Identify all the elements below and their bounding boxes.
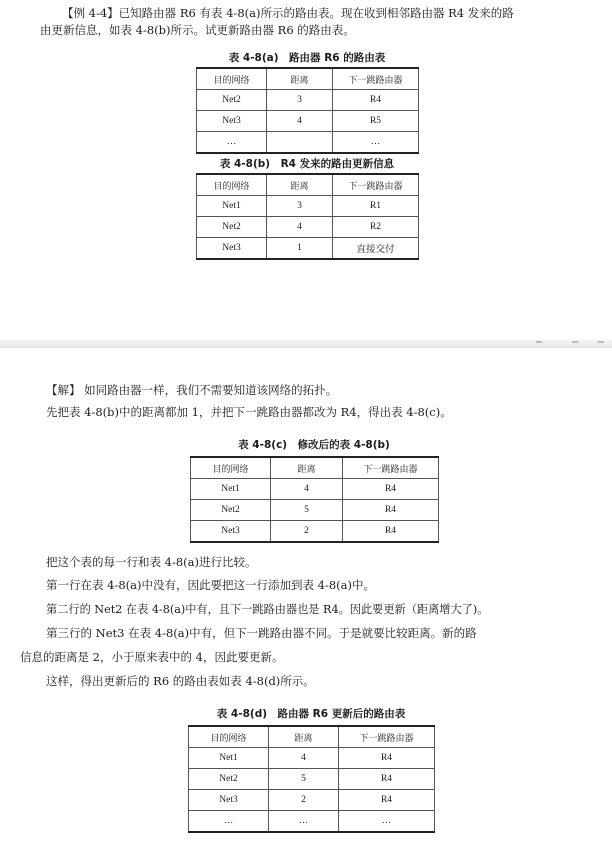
cell: Net1 xyxy=(189,748,269,769)
cell: R4 xyxy=(339,790,435,811)
table-row xyxy=(189,811,435,833)
intro-line-1: 【例 4-4】已知路由器 R6 有表 4-8(a)所示的路由表。现在收到相邻路由器 R4 发来的路 xyxy=(62,6,514,20)
table-header-row xyxy=(191,457,439,479)
cell: … xyxy=(333,132,419,154)
cell: R4 xyxy=(339,769,435,790)
cell: R1 xyxy=(333,196,419,217)
header-destination: 目的网络 xyxy=(189,726,269,748)
header-destination: 目的网络 xyxy=(191,457,271,479)
compare-line-3: 第二行的 Net2 在表 4-8(a)中有，且下一跳路由器也是 R4。因此要更新（距离增大了)。 xyxy=(46,603,489,616)
solution-line-1: 【解】 如同路由器一样，我们不需要知道该网络的拓扑。 xyxy=(46,383,338,397)
cell: 5 xyxy=(271,500,343,521)
table-row xyxy=(191,500,439,521)
divider-mark xyxy=(598,341,604,343)
header-distance: 距离 xyxy=(271,457,343,479)
cell: 4 xyxy=(267,111,333,132)
table-b xyxy=(196,173,419,260)
cell: Net3 xyxy=(197,111,267,132)
cell: Net3 xyxy=(197,238,267,260)
solution-line-2: 先把表 4-8(b)中的距离都加 1，并把下一跳路由器都改为 R4，得出表 4-8(c)。 xyxy=(46,405,452,419)
table-row xyxy=(197,132,419,154)
cell: R4 xyxy=(343,500,439,521)
table-row xyxy=(197,217,419,238)
table-d xyxy=(188,725,435,833)
cell: R4 xyxy=(343,521,439,543)
cell: Net3 xyxy=(191,521,271,543)
header-next-hop: 下一跳路由器 xyxy=(343,457,439,479)
cell: Net1 xyxy=(191,479,271,500)
cell: 1 xyxy=(267,238,333,260)
table-row xyxy=(189,769,435,790)
compare-line-2: 第一行在表 4-8(a)中没有，因此要把这一行添加到表 4-8(a)中。 xyxy=(46,578,376,592)
header-distance: 距离 xyxy=(267,174,333,196)
cell: Net2 xyxy=(191,500,271,521)
table-header-row xyxy=(197,68,419,90)
table-row xyxy=(197,90,419,111)
cell: 4 xyxy=(271,479,343,500)
cell: 直接交付 xyxy=(333,238,419,260)
compare-line-6: 这样，得出更新后的 R6 的路由表如表 4-8(d)所示。 xyxy=(46,674,315,688)
table-b-caption: 表 4-8(b) R4 发来的路由更新信息 xyxy=(219,158,395,170)
cell: 4 xyxy=(269,748,339,769)
cell: R5 xyxy=(333,111,419,132)
cell: R4 xyxy=(343,479,439,500)
divider-mark xyxy=(536,341,542,343)
table-header-row xyxy=(189,726,435,748)
compare-line-5: 信息的距离是 2，小于原来表中的 4，因此要更新。 xyxy=(20,650,284,664)
cell: R4 xyxy=(333,90,419,111)
header-distance: 距离 xyxy=(269,726,339,748)
header-next-hop: 下一跳路由器 xyxy=(333,68,419,90)
cell: Net2 xyxy=(197,90,267,111)
cell: Net2 xyxy=(197,217,267,238)
cell: R4 xyxy=(339,748,435,769)
table-row xyxy=(191,521,439,543)
cell: 5 xyxy=(269,769,339,790)
header-next-hop: 下一跳路由器 xyxy=(339,726,435,748)
intro-line-2: 由更新信息，如表 4-8(b)所示。试更新路由器 R6 的路由表。 xyxy=(40,23,355,37)
cell: R2 xyxy=(333,217,419,238)
table-a-caption: 表 4-8(a) 路由器 R6 的路由表 xyxy=(228,52,386,64)
cell: … xyxy=(197,132,267,154)
divider-mark xyxy=(572,341,578,343)
cell: 2 xyxy=(269,790,339,811)
header-distance: 距离 xyxy=(267,68,333,90)
cell: … xyxy=(269,811,339,833)
table-row xyxy=(197,238,419,260)
cell: Net2 xyxy=(189,769,269,790)
header-next-hop: 下一跳路由器 xyxy=(333,174,419,196)
cell: 3 xyxy=(267,90,333,111)
table-row xyxy=(189,748,435,769)
cell: 4 xyxy=(267,217,333,238)
table-a xyxy=(196,67,419,154)
compare-line-1: 把这个表的每一行和表 4-8(a)进行比较。 xyxy=(46,555,257,569)
compare-line-4: 第三行的 Net3 在表 4-8(a)中有，但下一跳路由器不同。于是就要比较距离。新的路 xyxy=(46,626,477,640)
cell xyxy=(267,132,333,154)
cell: 3 xyxy=(267,196,333,217)
table-c-caption: 表 4-8(c) 修改后的表 4-8(b) xyxy=(238,439,390,451)
cell: Net3 xyxy=(189,790,269,811)
table-row xyxy=(189,790,435,811)
header-destination: 目的网络 xyxy=(197,68,267,90)
header-destination: 目的网络 xyxy=(197,174,267,196)
cell: 2 xyxy=(271,521,343,543)
cell: Net1 xyxy=(197,196,267,217)
table-row xyxy=(197,111,419,132)
table-c xyxy=(190,456,439,543)
cell: … xyxy=(339,811,435,833)
cell: … xyxy=(189,811,269,833)
table-d-caption: 表 4-8(d) 路由器 R6 更新后的路由表 xyxy=(216,708,406,720)
page-divider xyxy=(0,340,612,348)
table-header-row xyxy=(197,174,419,196)
table-row xyxy=(191,479,439,500)
table-row xyxy=(197,196,419,217)
